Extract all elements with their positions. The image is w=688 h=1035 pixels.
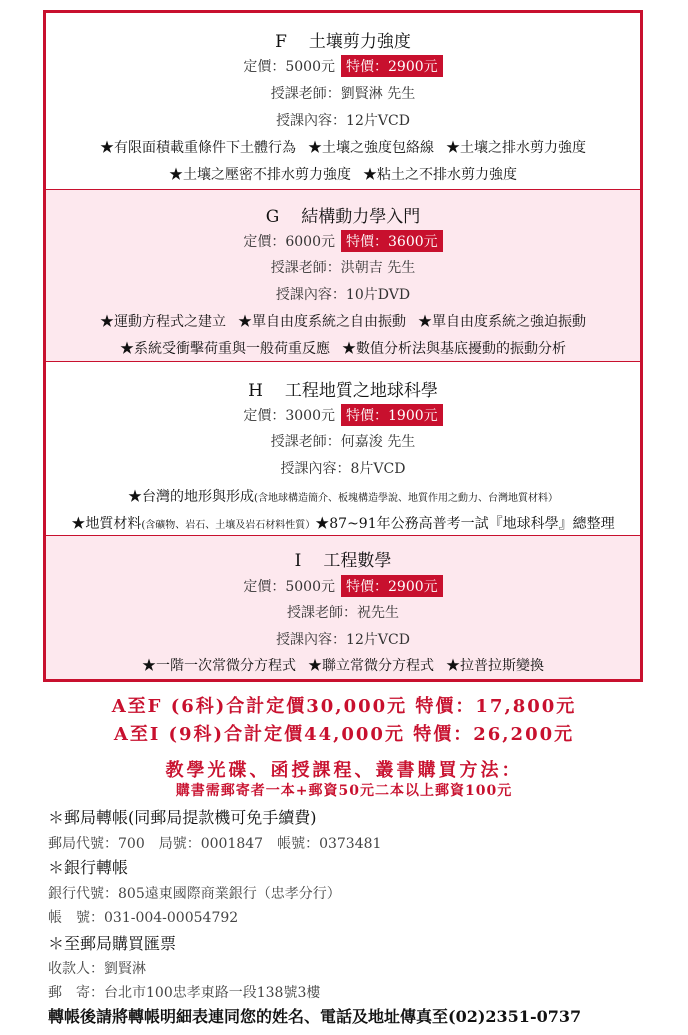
price-row bbox=[46, 55, 640, 77]
course-name: 土壤剪力強度 bbox=[308, 32, 411, 52]
topic-item: ★粘土之不排水剪力強度 bbox=[363, 167, 517, 183]
list-price: 定價：3000元 bbox=[243, 408, 335, 424]
topic-line-2 bbox=[46, 164, 640, 184]
course-name: 工程數學 bbox=[323, 551, 392, 571]
postal-transfer-heading: ＊郵局轉帳(同郵局提款機可免手續費) bbox=[48, 808, 317, 827]
course-name: 工程地質之地球科學 bbox=[284, 381, 438, 401]
topic-item: ★土壤之強度包絡線 bbox=[308, 140, 434, 156]
special-price-badge: 特價：2900元 bbox=[341, 575, 443, 597]
list-price: 定價：5000元 bbox=[243, 579, 335, 595]
content-line: 授課內容：12片VCD bbox=[276, 113, 410, 129]
topic-item: ★運動方程式之建立 bbox=[100, 314, 226, 330]
course-code: F bbox=[275, 32, 287, 52]
topic-item: ★系統受衝擊荷重與一般荷重反應 bbox=[120, 341, 330, 357]
bank-code-info: 銀行代號：805遠東國際商業銀行（忠孝分行） bbox=[48, 886, 341, 902]
shipping-note: 購書需郵寄者一本+郵資50元二本以上郵資100元 bbox=[175, 783, 513, 799]
fax-instruction: 轉帳後請將轉帳明細表連同您的姓名、電話及地址傳真至(02)2351-0737 bbox=[48, 1007, 582, 1026]
course-title bbox=[46, 546, 640, 571]
topic-line-1 bbox=[46, 137, 640, 157]
course-list-box bbox=[43, 10, 643, 682]
topic-note: (含礦物、岩石、土壤及岩石材料性質） bbox=[141, 520, 316, 531]
topic-item: ★台灣的地形與形成 bbox=[128, 489, 255, 505]
content-line: 授課內容：12片VCD bbox=[276, 632, 410, 648]
topic-item: ★單自由度系統之強迫振動 bbox=[418, 314, 586, 330]
course-section-h bbox=[46, 361, 640, 535]
content-line: 授課內容：10片DVD bbox=[275, 287, 411, 303]
money-order-heading: ＊至郵局購買匯票 bbox=[48, 934, 177, 953]
list-price: 定價：6000元 bbox=[243, 234, 335, 250]
course-title bbox=[46, 202, 640, 227]
topic-line-1 bbox=[46, 311, 640, 331]
course-title bbox=[46, 376, 640, 401]
course-section-f bbox=[46, 13, 640, 189]
bundle-price-a-to-f: A至F (6科)合計定價30,000元 特價：17,800元 bbox=[111, 696, 577, 717]
topic-line-1 bbox=[46, 486, 640, 506]
topic-item: ★單自由度系統之自由振動 bbox=[238, 314, 406, 330]
topic-item: ★土壤之排水剪力強度 bbox=[446, 140, 586, 156]
purchase-heading: 教學光碟、函授課程、叢書購買方法： bbox=[165, 760, 523, 781]
content-line: 授課內容：8片VCD bbox=[280, 461, 406, 477]
topic-line-2 bbox=[46, 513, 640, 533]
course-code: I bbox=[294, 551, 302, 571]
teacher-line: 授課老師：祝先生 bbox=[287, 605, 399, 621]
price-row bbox=[46, 404, 640, 426]
special-price-badge: 特價：2900元 bbox=[341, 55, 443, 77]
topic-item: ★拉普拉斯變換 bbox=[446, 658, 544, 674]
teacher-line: 授課老師：劉賢淋 先生 bbox=[270, 86, 416, 102]
bank-account-number: 帳 號：031-004-00054792 bbox=[48, 910, 239, 926]
bank-transfer-heading: ＊銀行轉帳 bbox=[48, 858, 129, 877]
topic-item: ★土壤之壓密不排水剪力強度 bbox=[169, 167, 351, 183]
mailing-address: 郵 寄：台北市100忠孝東路一段138號3樓 bbox=[48, 985, 321, 1001]
payee-name: 收款人：劉賢淋 bbox=[48, 961, 146, 977]
course-name: 結構動力學入門 bbox=[301, 207, 421, 227]
postal-account-info: 郵局代號：700 局號：0001847 帳號：0373481 bbox=[48, 836, 382, 852]
topic-line-2 bbox=[46, 338, 640, 358]
special-price-badge: 特價：1900元 bbox=[341, 404, 443, 426]
topic-line-1 bbox=[46, 655, 640, 675]
course-title bbox=[46, 27, 640, 52]
list-price: 定價：5000元 bbox=[243, 59, 335, 75]
price-row bbox=[46, 575, 640, 597]
topic-item: ★數值分析法與基底擾動的振動分析 bbox=[342, 341, 566, 357]
topic-item: ★一階一次常微分方程式 bbox=[142, 658, 296, 674]
course-section-i bbox=[46, 535, 640, 679]
price-row bbox=[46, 230, 640, 252]
bundle-price-a-to-i: A至I (9科)合計定價44,000元 特價：26,200元 bbox=[113, 724, 575, 745]
topic-item: ★有限面積載重條件下土體行為 bbox=[100, 140, 296, 156]
teacher-line: 授課老師：何嘉浚 先生 bbox=[270, 434, 416, 450]
special-price-badge: 特價：3600元 bbox=[341, 230, 443, 252]
course-code: H bbox=[248, 381, 263, 401]
topic-note: (含地球構造簡介、板塊構造學說、地質作用之動力、台灣地質材料） bbox=[254, 493, 558, 504]
topic-item: ★87~91年公務高普考一試『地球科學』總整理 bbox=[315, 516, 615, 532]
topic-item: ★地質材料 bbox=[71, 516, 142, 532]
course-section-g bbox=[46, 189, 640, 361]
teacher-line: 授課老師：洪朝吉 先生 bbox=[270, 260, 416, 276]
topic-item: ★聯立常微分方程式 bbox=[308, 658, 434, 674]
course-code: G bbox=[265, 207, 280, 227]
